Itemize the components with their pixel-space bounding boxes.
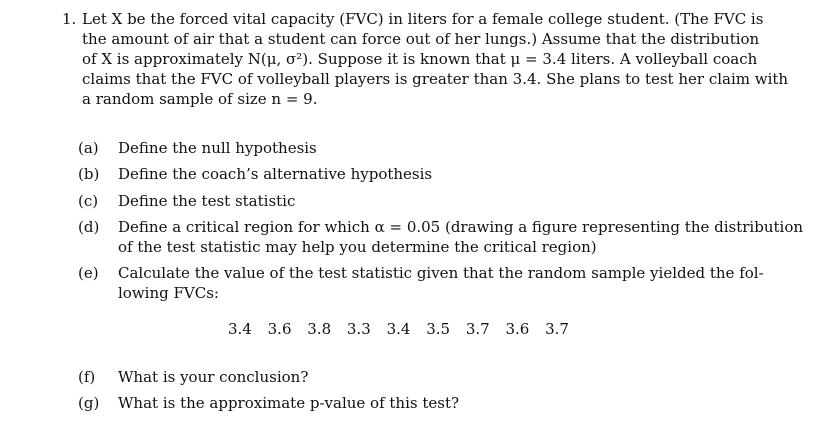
fvc-value: 3.3 bbox=[346, 320, 371, 338]
fvc-data-row bbox=[228, 319, 580, 339]
problem-1 bbox=[62, 9, 789, 109]
part-g-text: What is the approximate p-value of this test? bbox=[118, 394, 460, 412]
part-d-text-line-2: of the test statistic may help you determine the critical region) bbox=[118, 238, 597, 256]
part-c-label: (c) bbox=[78, 192, 99, 210]
part-g bbox=[78, 393, 459, 413]
part-f-text: What is your conclusion? bbox=[118, 368, 309, 386]
part-d-text-line-1: Define a critical region for which α = 0.05 (drawing a figure representing the distribution bbox=[118, 218, 804, 236]
fvc-value: 3.7 bbox=[545, 320, 569, 338]
part-c bbox=[78, 191, 295, 211]
problem-stem bbox=[82, 9, 789, 109]
fvc-value: 3.4 bbox=[228, 320, 252, 338]
part-g-label: (g) bbox=[78, 394, 100, 412]
part-c-text: Define the test statistic bbox=[118, 192, 296, 210]
fvc-value: 3.6 bbox=[505, 320, 530, 338]
part-f-label: (f) bbox=[78, 368, 96, 386]
part-e bbox=[78, 263, 764, 303]
part-a-text: Define the null hypothesis bbox=[118, 139, 317, 157]
part-e-text-line-2: lowing FVCs: bbox=[118, 284, 219, 302]
fvc-value: 3.7 bbox=[465, 320, 490, 338]
part-e-text-line-1: Calculate the value of the test statistic given that the random sample yielded the fol- bbox=[118, 264, 764, 282]
part-e-label: (e) bbox=[78, 264, 99, 282]
part-b bbox=[78, 164, 432, 184]
stem-line-2: the amount of air that a student can force out of her lungs.) Assume that the distribution bbox=[82, 30, 760, 48]
fvc-value: 3.5 bbox=[426, 320, 451, 338]
part-b-label: (b) bbox=[78, 165, 100, 183]
stem-line-1: Let X be the forced vital capacity (FVC) in liters for a female college student. (The FVC is bbox=[82, 10, 764, 28]
part-a bbox=[78, 138, 317, 158]
fvc-value: 3.8 bbox=[307, 320, 332, 338]
fvc-value: 3.6 bbox=[267, 320, 292, 338]
fvc-value: 3.4 bbox=[386, 320, 411, 338]
part-f bbox=[78, 367, 308, 387]
part-d bbox=[78, 217, 803, 257]
stem-line-5: a random sample of size n = 9. bbox=[82, 90, 318, 108]
part-d-label: (d) bbox=[78, 218, 100, 236]
problem-number: 1. bbox=[62, 10, 77, 28]
part-a-label: (a) bbox=[78, 139, 99, 157]
stem-line-4: claims that the FVC of volleyball players is greater than 3.4. She plans to test her claim with bbox=[82, 70, 789, 88]
stem-line-3: of X is approximately N(μ, σ²). Suppose it is known that μ = 3.4 liters. A volleyball coach bbox=[82, 50, 758, 68]
part-b-text: Define the coach’s alternative hypothesis bbox=[118, 165, 433, 183]
